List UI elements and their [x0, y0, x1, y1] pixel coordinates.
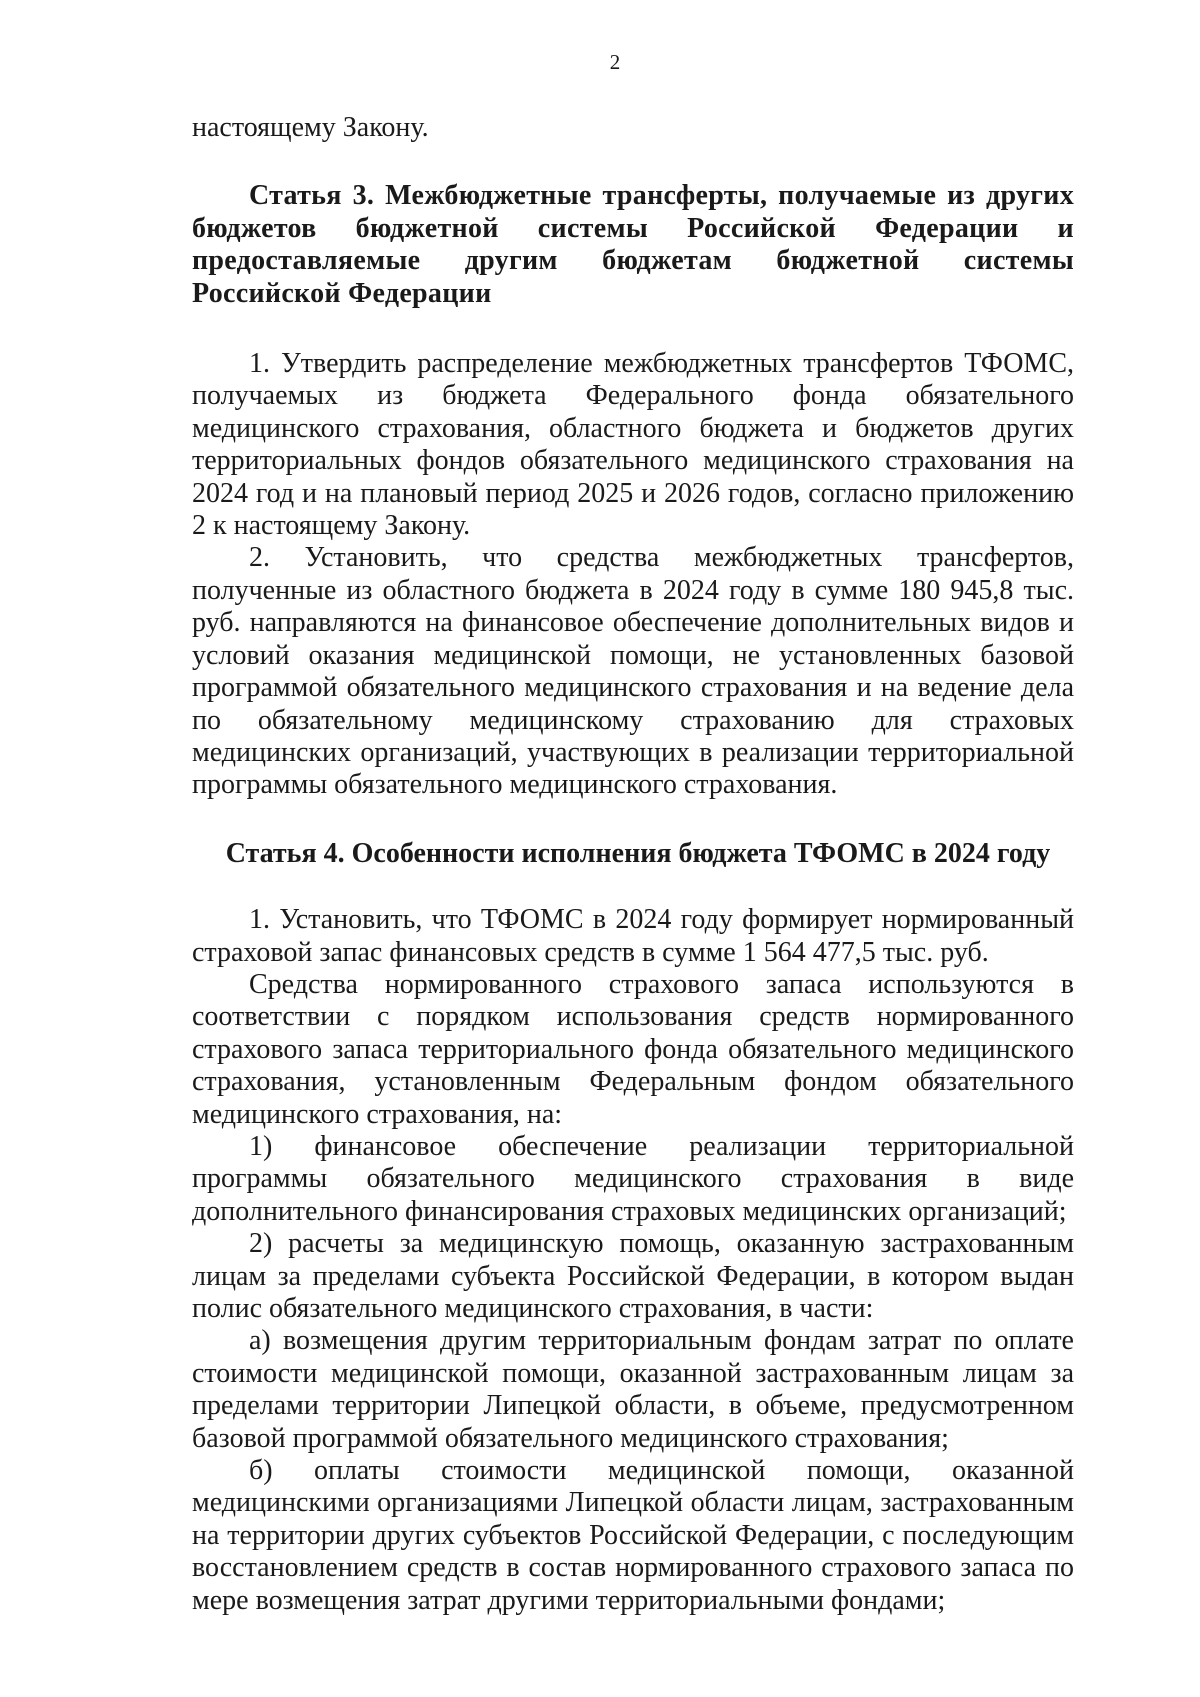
- document-body: [192, 112, 1074, 1617]
- page-number: 2: [609, 50, 621, 74]
- article-3-heading: Статья 3. Межбюджетные трансферты, получаемые из других бюджетов бюджетной системы Российской Федерации и предоставляемые другим бюджетам бюджетной системы Российской Федерации: [192, 180, 1074, 309]
- article-4-heading: Статья 4. Особенности исполнения бюджета ТФОМС в 2024 году: [225, 837, 1051, 869]
- article-4-item-1: 1) финансовое обеспечение реализации территориальной программы обязательного медицинского страхования в виде дополнительного финансирования страховых медицинских организаций;: [192, 1130, 1074, 1227]
- article-3-paragraph-1: 1. Утвердить распределение межбюджетных трансфертов ТФОМС, получаемых из бюджета Федерального фонда обязательного медицинского страхования, областного бюджета и бюджетов других территориальных фондов обязательного медицинского страхования на 2024 год и на плановый период 2025 и 2026 годов, согласно приложению 2 к настоящему Закону.: [192, 348, 1074, 542]
- article-4-subitem-a: а) возмещения другим территориальным фондам затрат по оплате стоимости медицинской помощи, оказанной застрахованным лицам за пределами территории Липецкой области, в объеме, предусмотренном базовой программой обязательного медицинского страхования;: [192, 1325, 1074, 1454]
- article-4-subitem-b: б) оплаты стоимости медицинской помощи, оказанной медицинскими организациями Липецкой области лицам, застрахованным на территории других субъектов Российской Федерации, с последующим восстановлением средств в состав нормированного страхового запаса по мере возмещения затрат другими территориальными фондами;: [192, 1455, 1074, 1616]
- article-4-paragraph-2: Средства нормированного страхового запаса используются в соответствии с порядком использования средств нормированного страхового запаса территориального фонда обязательного медицинского страхования, установленным Федеральным фондом обязательного медицинского страхования, на:: [192, 968, 1074, 1130]
- article-3-paragraph-2: 2. Установить, что средства межбюджетных трансфертов, полученные из областного бюджета в 2024 году в сумме 180 945,8 тыс. руб. направляются на финансовое обеспечение дополнительных видов и условий оказания медицинской помощи, не установленных базовой программой обязательного медицинского страхования и на ведение дела по обязательному медицинскому страхованию для страховых медицинских организаций, участвующих в реализации территориальной программы обязательного медицинского страхования.: [192, 542, 1074, 801]
- continuation-text: настоящему Закону.: [192, 112, 429, 143]
- article-4-item-2: 2) расчеты за медицинскую помощь, оказанную застрахованным лицам за пределами субъекта Российской Федерации, в котором выдан полис обязательного медицинского страхования, в части:: [192, 1228, 1074, 1324]
- article-4-paragraph-1: 1. Установить, что ТФОМС в 2024 году формирует нормированный страховой запас финансовых средств в сумме 1 564 477,5 тыс. руб.: [192, 904, 1074, 968]
